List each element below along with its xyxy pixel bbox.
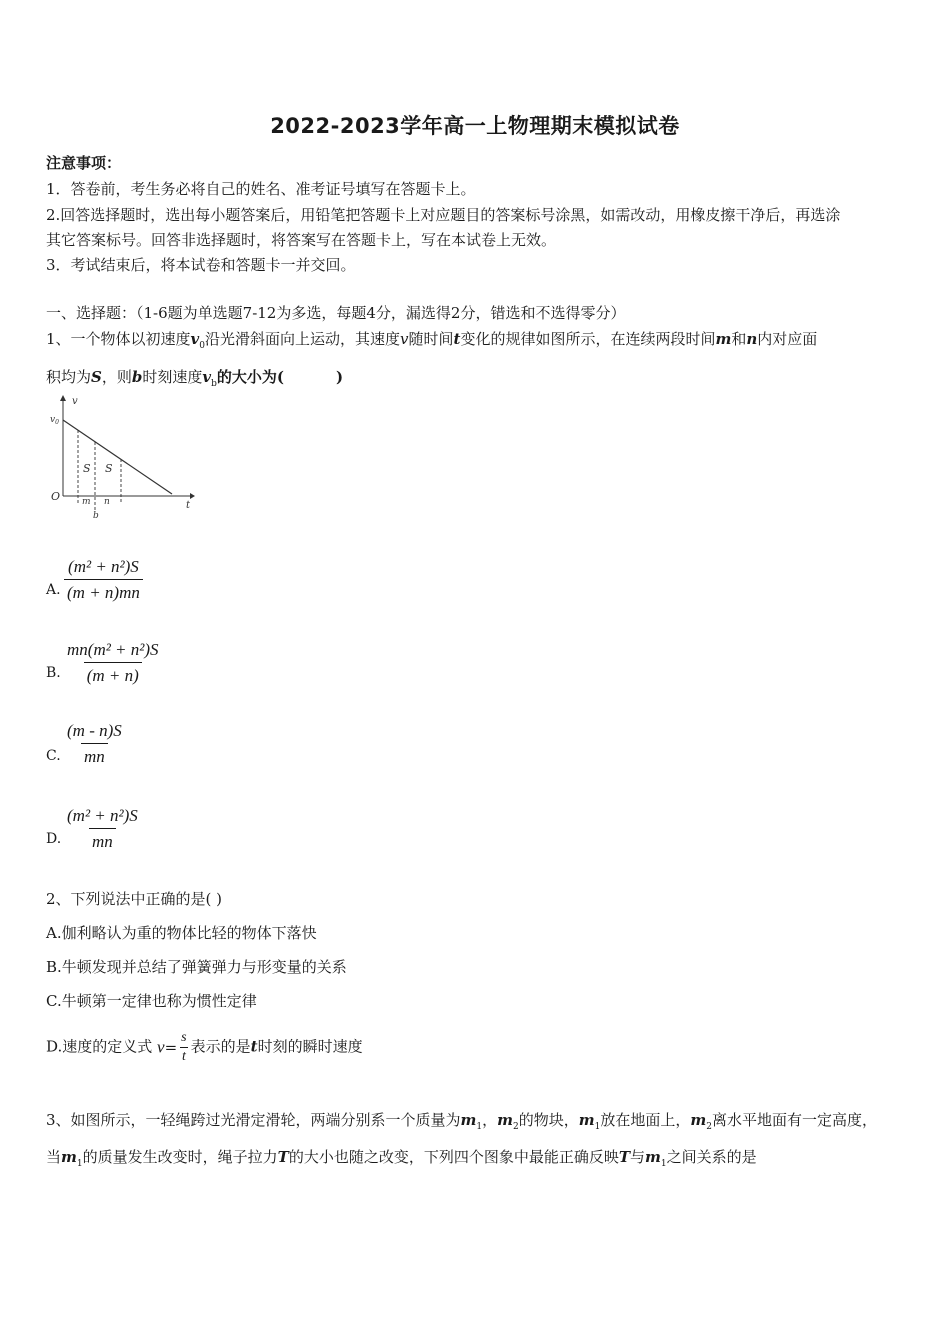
b-label: b bbox=[93, 511, 99, 521]
q2-option-c: C.牛顿第一定律也称为惯性定律 bbox=[46, 992, 257, 1010]
notice-item-3: 3．考试结束后，将本试卷和答题卡一并交回。 bbox=[46, 256, 356, 274]
page-title: 2022-2023学年高一上物理期末模拟试卷 bbox=[270, 114, 680, 138]
q3-stem-line2: 当$m_1$的质量发生改变时，绳子拉力T的大小也随之改变，下列四个图象中最能正确反映T与$m_1$之间关系的是 bbox=[46, 1148, 757, 1169]
q1-option-a-label: A. bbox=[46, 582, 61, 598]
q2-stem: 2、下列说法中正确的是( ) bbox=[46, 890, 223, 908]
q1-option-b-label: B. bbox=[46, 665, 61, 681]
v-axis-arrow bbox=[60, 395, 66, 401]
q1-option-d-formula: $\frac{\text{(m² + n²)S}}{mn}$ bbox=[67, 806, 138, 851]
n-label: n bbox=[104, 497, 110, 507]
q1-option-d-label: D. bbox=[46, 831, 62, 847]
section-heading: 一、选择题：（1-6题为单选题7-12为多选，每题4分，漏选得2分，错选和不选得零分） bbox=[46, 304, 626, 322]
notice-item-2-cont: 其它答案标号。回答非选择题时，将答案写在答题卡上，写在本试卷上无效。 bbox=[46, 231, 557, 249]
area-label-1: S bbox=[83, 462, 91, 475]
t-axis-arrow bbox=[190, 493, 195, 499]
v0-label: $v_0$ bbox=[50, 415, 59, 426]
notice-item-1: 1．答卷前，考生务必将自己的姓名、准考证号填写在答题卡上。 bbox=[46, 180, 476, 198]
q3-stem-line1: 3、如图所示，一轻绳跨过光滑定滑轮，两端分别系一个质量为$m_1$，$m_2$的物块，$m_1$放在地面上，$m_2$离水平地面有一定高度， bbox=[46, 1111, 878, 1132]
q1-option-c-label: C. bbox=[46, 748, 61, 764]
q2-option-d: D.速度的定义式 v= $\frac{s}{t}$ 表示的是t时刻的瞬时速度 bbox=[46, 1030, 363, 1064]
q1-option-c-formula: $\frac{(m - n)S}{mn}$ bbox=[67, 721, 122, 766]
q1-option-a-formula: $\frac{\text{(m² + n²)S}}{(m + n)mn}$ bbox=[64, 557, 143, 603]
velocity-time-graph bbox=[48, 392, 198, 522]
q1-option-b-formula: $\frac{\text{mn(m² + n²)S}}{(m + n)}$ bbox=[67, 640, 159, 685]
q2-option-b: B.牛顿发现并总结了弹簧弹力与形变量的关系 bbox=[46, 958, 347, 976]
q1-stem-line1: 1、一个物体以初速度$v_0$沿光滑斜面向上运动，其速度v随时间t变化的规律如图所示，在连续两段时间m和n内对应面 bbox=[46, 330, 818, 351]
notice-heading: 注意事项： bbox=[46, 154, 122, 172]
q1-stem-line2: 积均为S，则b时刻速度$v_b$的大小为( ) bbox=[46, 368, 344, 389]
notice-item-2: 2.回答选择题时，选出每小题答案后，用铅笔把答题卡上对应题目的答案标号涂黑，如需改动，用橡皮擦干净后，再选涂 bbox=[46, 206, 841, 224]
m-label: m bbox=[82, 497, 91, 507]
v-axis-label: v bbox=[72, 396, 78, 407]
t-axis-label: t bbox=[186, 500, 191, 511]
q2-option-a: A.伽利略认为重的物体比轻的物体下落快 bbox=[46, 924, 317, 942]
origin-label: O bbox=[51, 490, 61, 503]
velocity-line bbox=[63, 420, 172, 494]
area-label-2: S bbox=[105, 462, 113, 475]
